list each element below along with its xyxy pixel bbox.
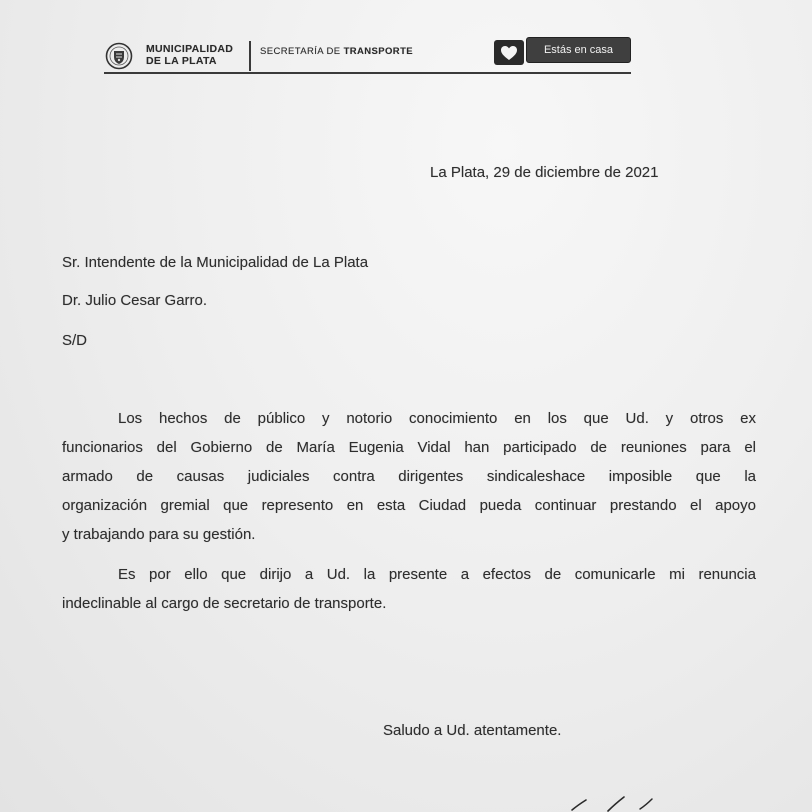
recipient-title: Sr. Intendente de la Municipalidad de La Plata: [62, 254, 369, 271]
recipient-sd: S/D: [62, 332, 88, 349]
municipal-seal-icon: [105, 42, 133, 70]
handwritten-signature-icon: [560, 790, 670, 812]
heart-icon: [494, 40, 524, 65]
department-title: TRANSPORTE: [343, 46, 414, 57]
recipient-name: Dr. Julio Cesar Garro.: [62, 292, 208, 309]
paragraph-line: y trabajando para su gestión.: [62, 526, 256, 543]
letter-closing: Saludo a Ud. atentamente.: [383, 722, 562, 739]
department-prefix: SECRETARÍA DE: [260, 46, 341, 57]
paragraph-line: armado de causas judiciales contra dirigentes sindicaleshace imposible que la: [62, 468, 756, 485]
header-divider: [249, 41, 251, 71]
department-name: [260, 46, 413, 58]
campaign-badge: Estás en casa: [526, 37, 631, 63]
letter-date: La Plata, 29 de diciembre de 2021: [430, 164, 659, 181]
header-rule: [104, 72, 631, 74]
organization-name-line1: MUNICIPALIDAD: [146, 43, 234, 55]
paragraph-line: indeclinable al cargo de secretario de transporte.: [62, 595, 387, 612]
paragraph-line: Los hechos de público y notorio conocimiento en los que Ud. y otros ex: [118, 410, 756, 427]
organization-name-line2: DE LA PLATA: [146, 55, 217, 67]
paragraph-line: funcionarios del Gobierno de María Eugenia Vidal han participado de reuniones para el: [62, 439, 756, 456]
paragraph-line: organización gremial que represento en esta Ciudad pueda continuar prestando el apoyo: [62, 497, 756, 514]
organization-name: [146, 43, 233, 67]
body-paragraph-1: [62, 404, 756, 549]
body-paragraph-2: [62, 560, 756, 618]
paragraph-line: Es por ello que dirijo a Ud. la presente a efectos de comunicarle mi renuncia: [118, 566, 756, 583]
